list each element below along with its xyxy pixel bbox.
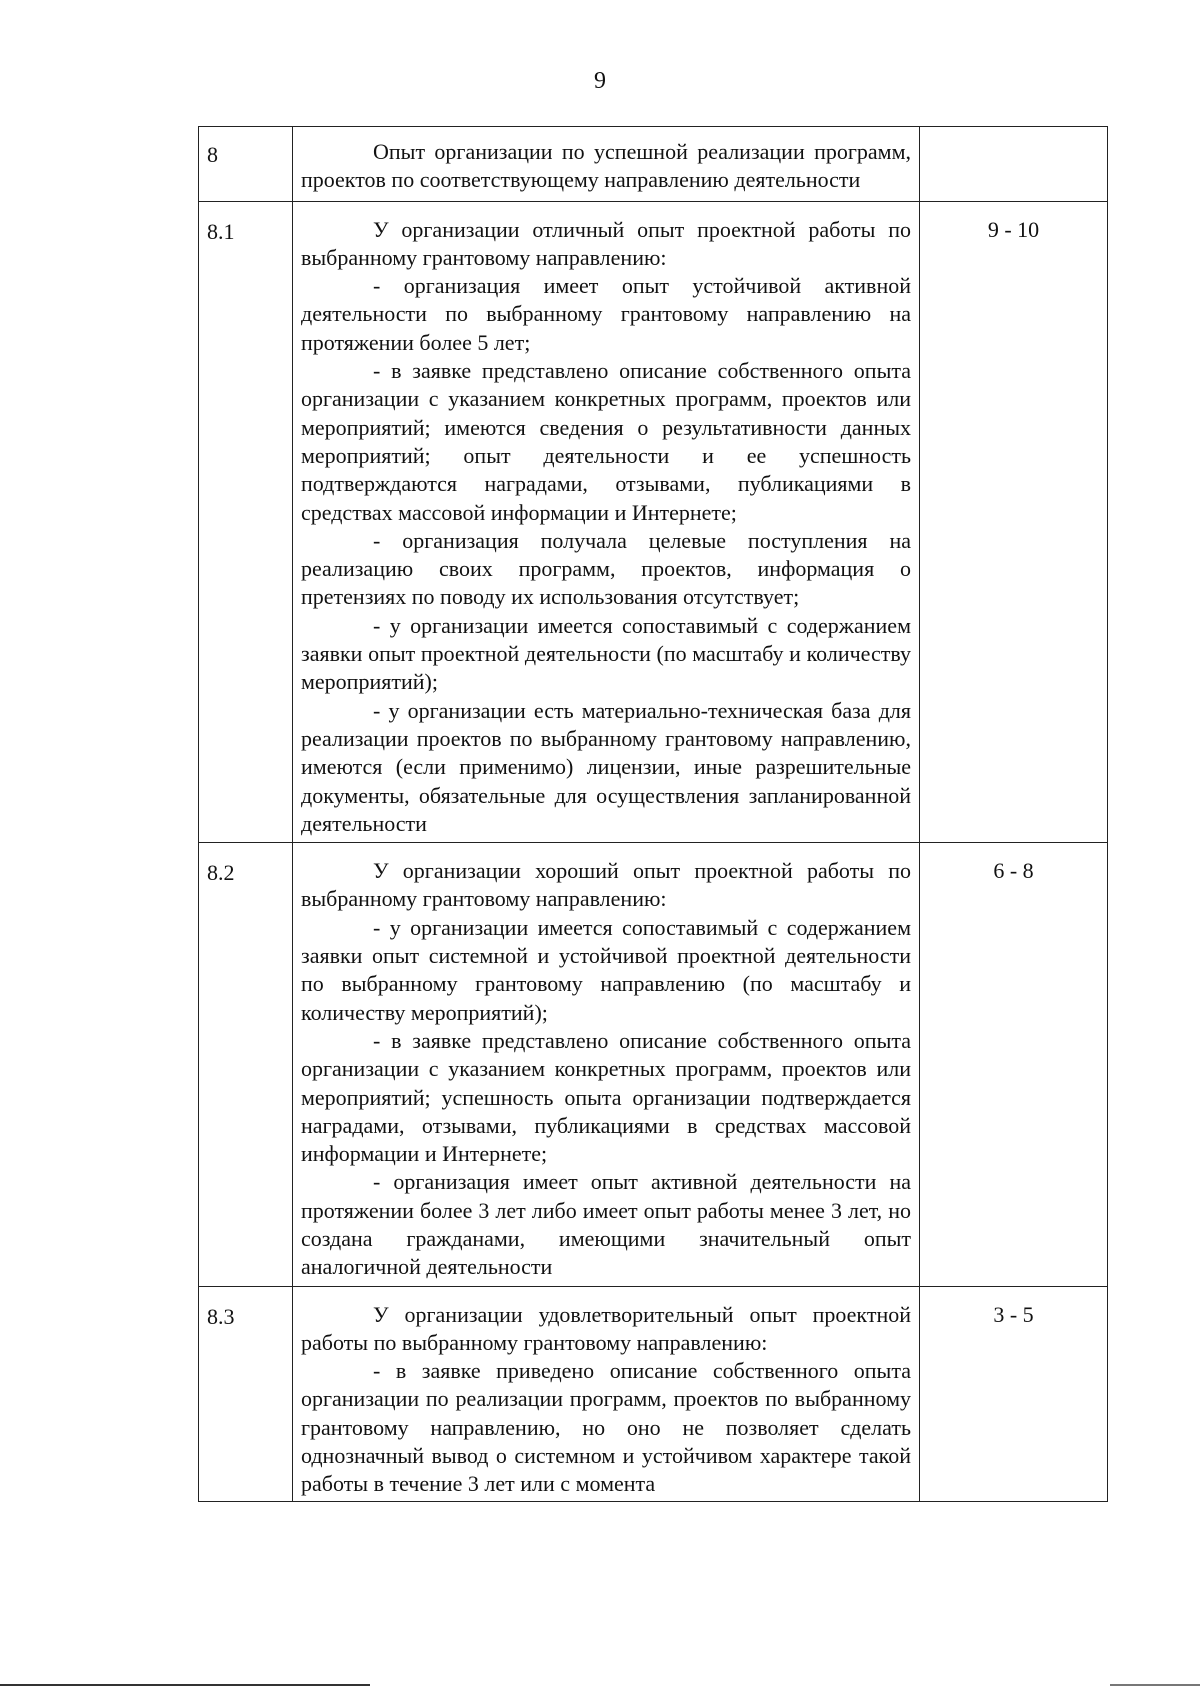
criteria-table: [198, 126, 1108, 1502]
paragraph: - в заявке приведено описание собственного опыта организации по реализации программ, проектов по выбранному грантовому направлению, но оно не позволяет сделать однозначный вывод о системном и устойчивом характере такой работы в течение 3 лет или с момента: [301, 1358, 911, 1497]
table-row-8-2: [199, 843, 1108, 1286]
criterion-description: [293, 201, 920, 843]
page-number: 9: [594, 68, 606, 94]
criterion-description: [293, 1286, 920, 1501]
paragraph: - у организации есть материально-техническая база для реализации проектов по выбранному грантовому направлению, имеются (если применимо) лицензии, иные разрешительные документы, обязательные для осуществления запланированной деятельности: [301, 697, 911, 836]
table-row-8-3: [199, 1286, 1108, 1501]
row-number: 8.3: [199, 1286, 293, 1501]
criterion-description: [293, 127, 920, 202]
paragraph: - в заявке представлено описание собственного опыта организации с указанием конкретных программ, проектов или мероприятий; успешность опыта организации подтверждается наградами, отзывами, публикациями в средствах массовой информации и Интернете;: [301, 1027, 911, 1167]
paragraph: - организация имеет опыт устойчивой активной деятельности по выбранному грантовому направлению на протяжении более 5 лет;: [301, 273, 911, 355]
score-range: 6 - 8: [920, 843, 1108, 1286]
criterion-description: [293, 843, 920, 1286]
row-number: 8.1: [199, 201, 293, 843]
paragraph: У организации удовлетворительный опыт проектной работы по выбранному грантовому направлению:: [301, 1301, 911, 1355]
score-range: 9 - 10: [920, 201, 1108, 843]
paragraph: - организация имеет опыт активной деятельности на протяжении более 3 лет либо имеет опыт работы менее 3 лет, но создана гражданами, имеющими значительный опыт аналогичной деятельности: [301, 1169, 911, 1280]
row-number: 8.2: [199, 843, 293, 1286]
paragraph: - в заявке представлено описание собственного опыта организации с указанием конкретных программ, проектов или мероприятий; имеются сведения о результативности данных мероприятий; опыт деятельности и ее успешность подтверждаются наградами, отзывами, публикациями в средствах массовой информации и Интернете;: [301, 358, 911, 525]
table-row-8: [199, 127, 1108, 202]
score-range: 3 - 5: [920, 1286, 1108, 1501]
paragraph: У организации отличный опыт проектной работы по выбранному грантовому направлению:: [301, 216, 911, 270]
paragraph: - у организации имеется сопоставимый с содержанием заявки опыт системной и устойчивой проектной деятельности по выбранному грантовому направлению (по масштабу и количеству мероприятий);: [301, 914, 911, 1025]
row-number: 8: [199, 127, 293, 202]
score-range: [920, 127, 1108, 202]
paragraph: У организации хороший опыт проектной работы по выбранному грантовому направлению:: [301, 858, 911, 912]
paragraph: - у организации имеется сопоставимый с содержанием заявки опыт проектной деятельности (по масштабу и количеству мероприятий);: [301, 612, 911, 695]
paragraph: Опыт организации по успешной реализации программ, проектов по соответствующему направлению деятельности: [301, 139, 911, 193]
table-row-8-1: [199, 201, 1108, 843]
paragraph: - организация получала целевые поступления на реализацию своих программ, проектов, информация о претензиях по поводу их использования отсутствует;: [301, 527, 911, 610]
